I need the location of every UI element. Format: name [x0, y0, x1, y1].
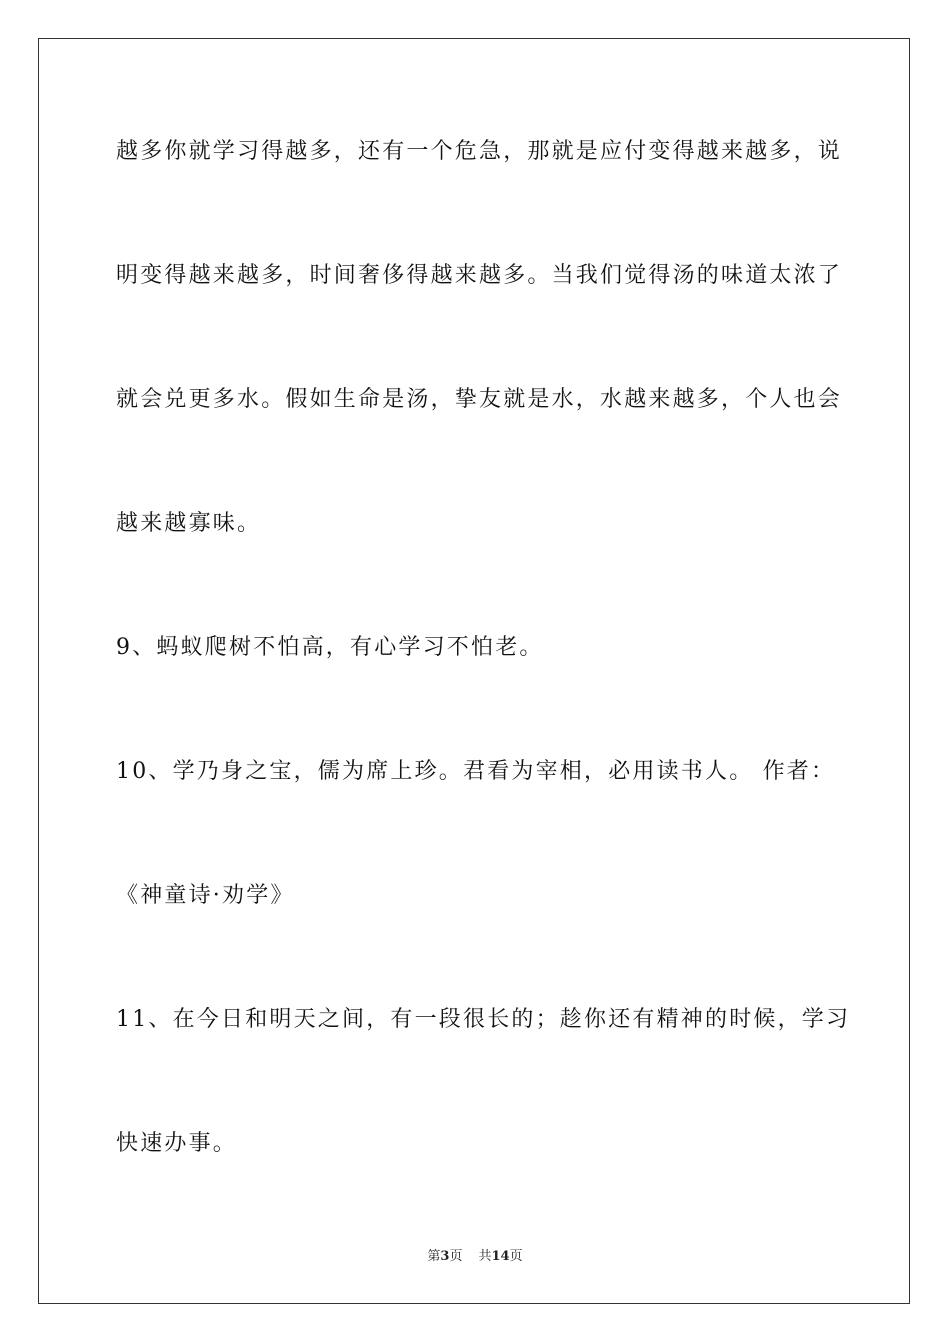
- quote-10: 10、学乃身之宝，儒为席上珍。君看为宰相，必用读书人。 作者：: [116, 759, 836, 784]
- quote-11-continued: 快速办事。: [116, 1131, 238, 1156]
- page-suffix: 页: [449, 1249, 463, 1264]
- total-suffix: 页: [509, 1249, 523, 1264]
- page-number: 3: [440, 1249, 450, 1264]
- page-footer: [0, 1248, 950, 1266]
- quote-10-source: 《神童诗·劝学》: [116, 883, 295, 908]
- text-line-3: 就会兑更多水。假如生命是汤，挚友就是水，水越来越多，个人也会: [116, 387, 843, 412]
- text-line-4: 越来越寡味。: [116, 511, 262, 536]
- page-border: [38, 38, 910, 1304]
- total-pages: 14: [491, 1249, 510, 1264]
- page-prefix: 第: [427, 1249, 441, 1264]
- quote-9: 9、蚂蚁爬树不怕高，有心学习不怕老。: [116, 635, 544, 660]
- text-line-1: 越多你就学习得越多，还有一个危急，那就是应付变得越来越多，说: [116, 139, 843, 164]
- quote-11: 11、在今日和明天之间，有一段很长的；趁你还有精神的时候，学习: [116, 1007, 851, 1032]
- text-line-2: 明变得越来越多，时间奢侈得越来越多。当我们觉得汤的味道太浓了: [116, 263, 843, 288]
- total-prefix: 共: [478, 1249, 492, 1264]
